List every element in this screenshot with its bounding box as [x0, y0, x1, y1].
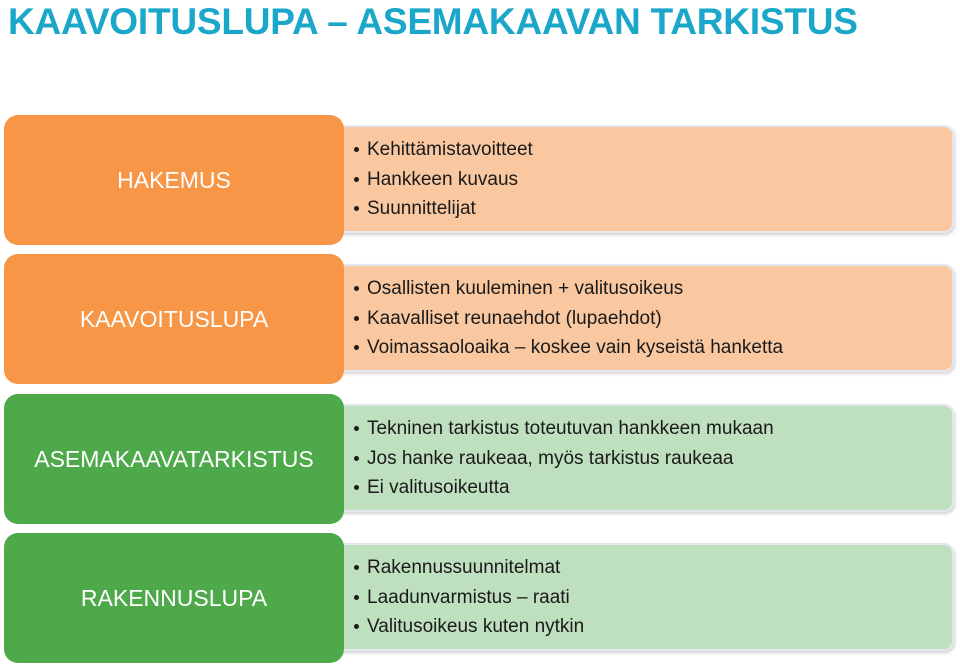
- bullet-text: Laadunvarmistus – raati: [367, 586, 570, 608]
- bullet-text: Voimassaoloaika – koskee vain kyseistä hanketta: [367, 337, 784, 358]
- row-asemakaavatarkistus: [0, 394, 960, 524]
- bullet-item: [354, 274, 952, 304]
- bullet-dot-icon: [354, 316, 359, 321]
- bullet-text: Suunnittelijat: [367, 198, 476, 219]
- content-box-kaavoituslupa: [338, 264, 954, 372]
- bullet-item: [354, 333, 952, 363]
- bullet-text: Hankkeen kuvaus: [367, 168, 519, 190]
- bullet-text: Kehittämistavoitteet: [367, 139, 533, 160]
- bullet-dot-icon: [354, 565, 359, 570]
- bullet-dot-icon: [354, 177, 359, 182]
- bullet-text: Osallisten kuuleminen + valitusoikeus: [367, 278, 684, 299]
- bullet-item: [354, 553, 952, 583]
- content-box-asemakaavatarkistus: [338, 404, 954, 512]
- row-rakennuslupa: [0, 533, 960, 663]
- bullet-text: Jos hanke raukeaa, myös tarkistus raukeaa: [367, 447, 734, 469]
- bullet-dot-icon: [354, 286, 359, 291]
- bullet-list: [354, 135, 952, 224]
- bullet-item: [354, 444, 952, 474]
- label-box-asemakaavatarkistus: ASEMAKAAVATARKISTUS: [4, 394, 344, 524]
- content-box-rakennuslupa: [338, 543, 954, 651]
- bullet-dot-icon: [354, 345, 359, 350]
- bullet-item: [354, 583, 952, 613]
- bullet-item: [354, 194, 952, 224]
- bullet-item: [354, 304, 952, 334]
- bullet-text: Ei valitusoikeutta: [367, 477, 510, 498]
- bullet-text: Valitusoikeus kuten nytkin: [367, 616, 585, 637]
- bullet-item: [354, 612, 952, 642]
- bullet-dot-icon: [354, 426, 359, 431]
- row-hakemus: [0, 115, 960, 245]
- slide-title: KAAVOITUSLUPA – ASEMAKAAVAN TARKISTUS: [8, 1, 858, 42]
- label-box-hakemus: HAKEMUS: [4, 115, 344, 245]
- bullet-item: [354, 414, 952, 444]
- bullet-text: Tekninen tarkistus toteutuvan hankkeen mukaan: [367, 418, 774, 439]
- bullet-text: Rakennussuunnitelmat: [367, 557, 561, 578]
- bullet-list: [354, 414, 952, 503]
- bullet-item: [354, 473, 952, 503]
- bullet-dot-icon: [354, 206, 359, 211]
- bullet-item: [354, 135, 952, 165]
- bullet-dot-icon: [354, 485, 359, 490]
- label-box-rakennuslupa: RAKENNUSLUPA: [4, 533, 344, 663]
- label-box-kaavoituslupa: KAAVOITUSLUPA: [4, 254, 344, 384]
- bullet-list: [354, 553, 952, 642]
- bullet-dot-icon: [354, 147, 359, 152]
- bullet-dot-icon: [354, 624, 359, 629]
- bullet-text: Kaavalliset reunaehdot (lupaehdot): [367, 307, 662, 329]
- bullet-dot-icon: [354, 595, 359, 600]
- row-kaavoituslupa: [0, 254, 960, 384]
- content-box-hakemus: [338, 125, 954, 233]
- bullet-list: [354, 274, 952, 363]
- bullet-item: [354, 165, 952, 195]
- bullet-dot-icon: [354, 456, 359, 461]
